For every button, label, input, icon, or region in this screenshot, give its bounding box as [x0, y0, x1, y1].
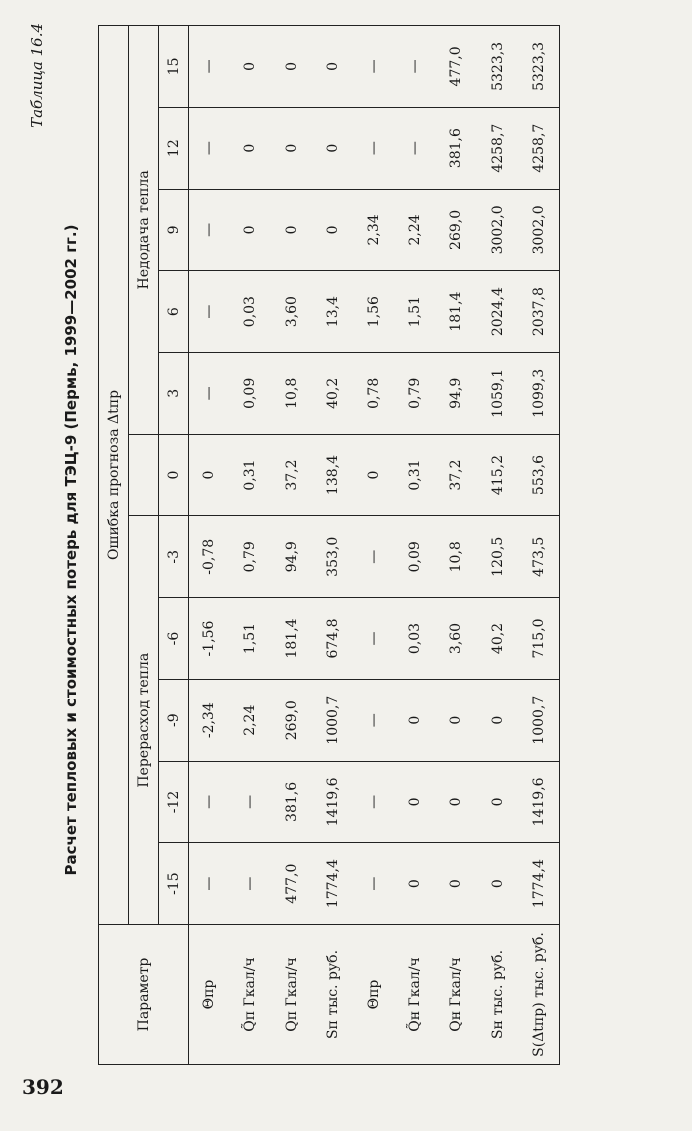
table-cell: 1,51	[230, 598, 271, 680]
table-cell: 37,2	[436, 434, 477, 516]
table-cell: —	[230, 843, 271, 925]
table-cell: 269,0	[271, 679, 312, 761]
table-cell: -0,78	[189, 516, 230, 598]
table-cell: 13,4	[312, 271, 353, 353]
table-cell: 5323,3	[518, 26, 559, 108]
table-cell: —	[353, 761, 394, 843]
table-cell: -1,56	[189, 598, 230, 680]
table-cell: 0	[353, 434, 394, 516]
table-cell: 473,5	[518, 516, 559, 598]
table-cell: —	[189, 26, 230, 108]
column-header: 15	[159, 26, 189, 108]
table-cell: 120,5	[477, 516, 518, 598]
table-cell: 2024,4	[477, 271, 518, 353]
table-cell: -2,34	[189, 679, 230, 761]
table-cell: —	[189, 189, 230, 271]
row-label: Θпр	[353, 925, 394, 1065]
table-cell: 0	[395, 679, 436, 761]
table-cell: 415,2	[477, 434, 518, 516]
table-cell: 1,51	[395, 271, 436, 353]
table-cell: 0,78	[353, 352, 394, 434]
table-cell: 0	[230, 189, 271, 271]
table-cell: —	[189, 107, 230, 189]
table-cell: 1774,4	[518, 843, 559, 925]
data-table	[98, 25, 560, 1065]
table-cell: 0	[230, 107, 271, 189]
table-cell: 0,31	[230, 434, 271, 516]
row-label: Q̃н Гкал/ч	[395, 925, 436, 1065]
table-cell: 5323,3	[477, 26, 518, 108]
forecast-error-header: Ошибка прогноза Δtпр	[99, 26, 129, 925]
row-label: Θпр	[189, 925, 230, 1065]
table-cell: 0	[436, 761, 477, 843]
table-cell: —	[395, 26, 436, 108]
table-cell: 3,60	[436, 598, 477, 680]
table-body	[189, 26, 560, 1065]
table-cell: 381,6	[436, 107, 477, 189]
table-row	[518, 26, 559, 1065]
table-cell: 0,31	[395, 434, 436, 516]
table-cell: 1099,3	[518, 352, 559, 434]
column-header: -12	[159, 761, 189, 843]
table-cell: 1419,6	[518, 761, 559, 843]
table-cell: —	[353, 26, 394, 108]
column-header: -15	[159, 843, 189, 925]
table-cell: —	[230, 761, 271, 843]
table-cell: 477,0	[271, 843, 312, 925]
table-cell: 553,6	[518, 434, 559, 516]
table-row	[436, 26, 477, 1065]
column-header: -3	[159, 516, 189, 598]
column-header: 12	[159, 107, 189, 189]
row-label: Sн тыс. руб.	[477, 925, 518, 1065]
column-header: -9	[159, 679, 189, 761]
table-cell: 0	[477, 843, 518, 925]
table-cell: 37,2	[271, 434, 312, 516]
table-cell: 1000,7	[518, 679, 559, 761]
table-cell: —	[353, 598, 394, 680]
rotated-page-content	[20, 15, 670, 1085]
row-label: S(Δtпр) тыс. руб.	[518, 925, 559, 1065]
table-cell: 0	[395, 843, 436, 925]
row-label: Q̃п Гкал/ч	[230, 925, 271, 1065]
param-header: Параметр	[99, 925, 189, 1065]
table-row	[477, 26, 518, 1065]
column-header: 3	[159, 352, 189, 434]
table-cell: 0	[230, 26, 271, 108]
table-cell: 40,2	[477, 598, 518, 680]
table-cell: —	[395, 107, 436, 189]
table-cell: 3002,0	[518, 189, 559, 271]
table-cell: 0,09	[230, 352, 271, 434]
column-header: 0	[159, 434, 189, 516]
table-cell: 4258,7	[477, 107, 518, 189]
table-row	[353, 26, 394, 1065]
row-label: Sп тыс. руб.	[312, 925, 353, 1065]
table-cell: 40,2	[312, 352, 353, 434]
table-cell: 10,8	[436, 516, 477, 598]
table-caption: Расчет тепловых и стоимостных потерь для ТЭЦ-9 (Пермь, 1999—2002 гг.)	[62, 224, 80, 876]
table-cell: 181,4	[436, 271, 477, 353]
table-cell: 0	[477, 761, 518, 843]
table-cell: 0	[271, 189, 312, 271]
table-cell: 0,09	[395, 516, 436, 598]
shortage-header: Недодача тепла	[129, 26, 159, 435]
table-cell: —	[353, 679, 394, 761]
table-cell: 0	[271, 107, 312, 189]
table-row	[312, 26, 353, 1065]
page-number: 392	[22, 1075, 64, 1099]
table-cell: 0	[312, 189, 353, 271]
table-cell: 94,9	[271, 516, 312, 598]
table-cell: 0	[312, 107, 353, 189]
table-cell: 477,0	[436, 26, 477, 108]
table-cell: —	[353, 107, 394, 189]
row-label: Qн Гкал/ч	[436, 925, 477, 1065]
table-cell: 3,60	[271, 271, 312, 353]
column-header: -6	[159, 598, 189, 680]
table-cell: —	[189, 761, 230, 843]
table-cell: —	[189, 271, 230, 353]
table-cell: 674,8	[312, 598, 353, 680]
table-cell: 0,03	[395, 598, 436, 680]
table-cell: 3002,0	[477, 189, 518, 271]
table-cell: 2,34	[353, 189, 394, 271]
table-cell: 0,03	[230, 271, 271, 353]
table-cell: 269,0	[436, 189, 477, 271]
table-row	[230, 26, 271, 1065]
table-row	[395, 26, 436, 1065]
table-cell: 181,4	[271, 598, 312, 680]
table-cell: 1419,6	[312, 761, 353, 843]
table-cell: —	[353, 843, 394, 925]
table-cell: 353,0	[312, 516, 353, 598]
table-cell: 2037,8	[518, 271, 559, 353]
table-cell: 94,9	[436, 352, 477, 434]
table-cell: 0	[477, 679, 518, 761]
table-cell: 381,6	[271, 761, 312, 843]
table-cell: 0	[395, 761, 436, 843]
table-cell: 138,4	[312, 434, 353, 516]
table-cell: 1000,7	[312, 679, 353, 761]
table-cell: 0	[271, 26, 312, 108]
table-cell: 0	[312, 26, 353, 108]
table-cell: 2,24	[395, 189, 436, 271]
table-cell: 2,24	[230, 679, 271, 761]
table-cell: 0,79	[395, 352, 436, 434]
table-cell: 1774,4	[312, 843, 353, 925]
table-row	[189, 26, 230, 1065]
table-cell: —	[353, 516, 394, 598]
overspend-header: Перерасход тепла	[129, 516, 159, 925]
column-header: 6	[159, 271, 189, 353]
table-cell: 0,79	[230, 516, 271, 598]
table-cell: 715,0	[518, 598, 559, 680]
column-header: 9	[159, 189, 189, 271]
table-row	[271, 26, 312, 1065]
table-cell: 10,8	[271, 352, 312, 434]
table-cell: 0	[189, 434, 230, 516]
table-cell: 1,56	[353, 271, 394, 353]
empty-header-cell	[129, 434, 159, 516]
table-cell: 0	[436, 843, 477, 925]
table-cell: 0	[436, 679, 477, 761]
table-label: Таблица 16.4	[28, 23, 46, 128]
table-cell: —	[189, 352, 230, 434]
row-label: Qп Гкал/ч	[271, 925, 312, 1065]
table-cell: —	[189, 843, 230, 925]
table-cell: 4258,7	[518, 107, 559, 189]
table-cell: 1059,1	[477, 352, 518, 434]
